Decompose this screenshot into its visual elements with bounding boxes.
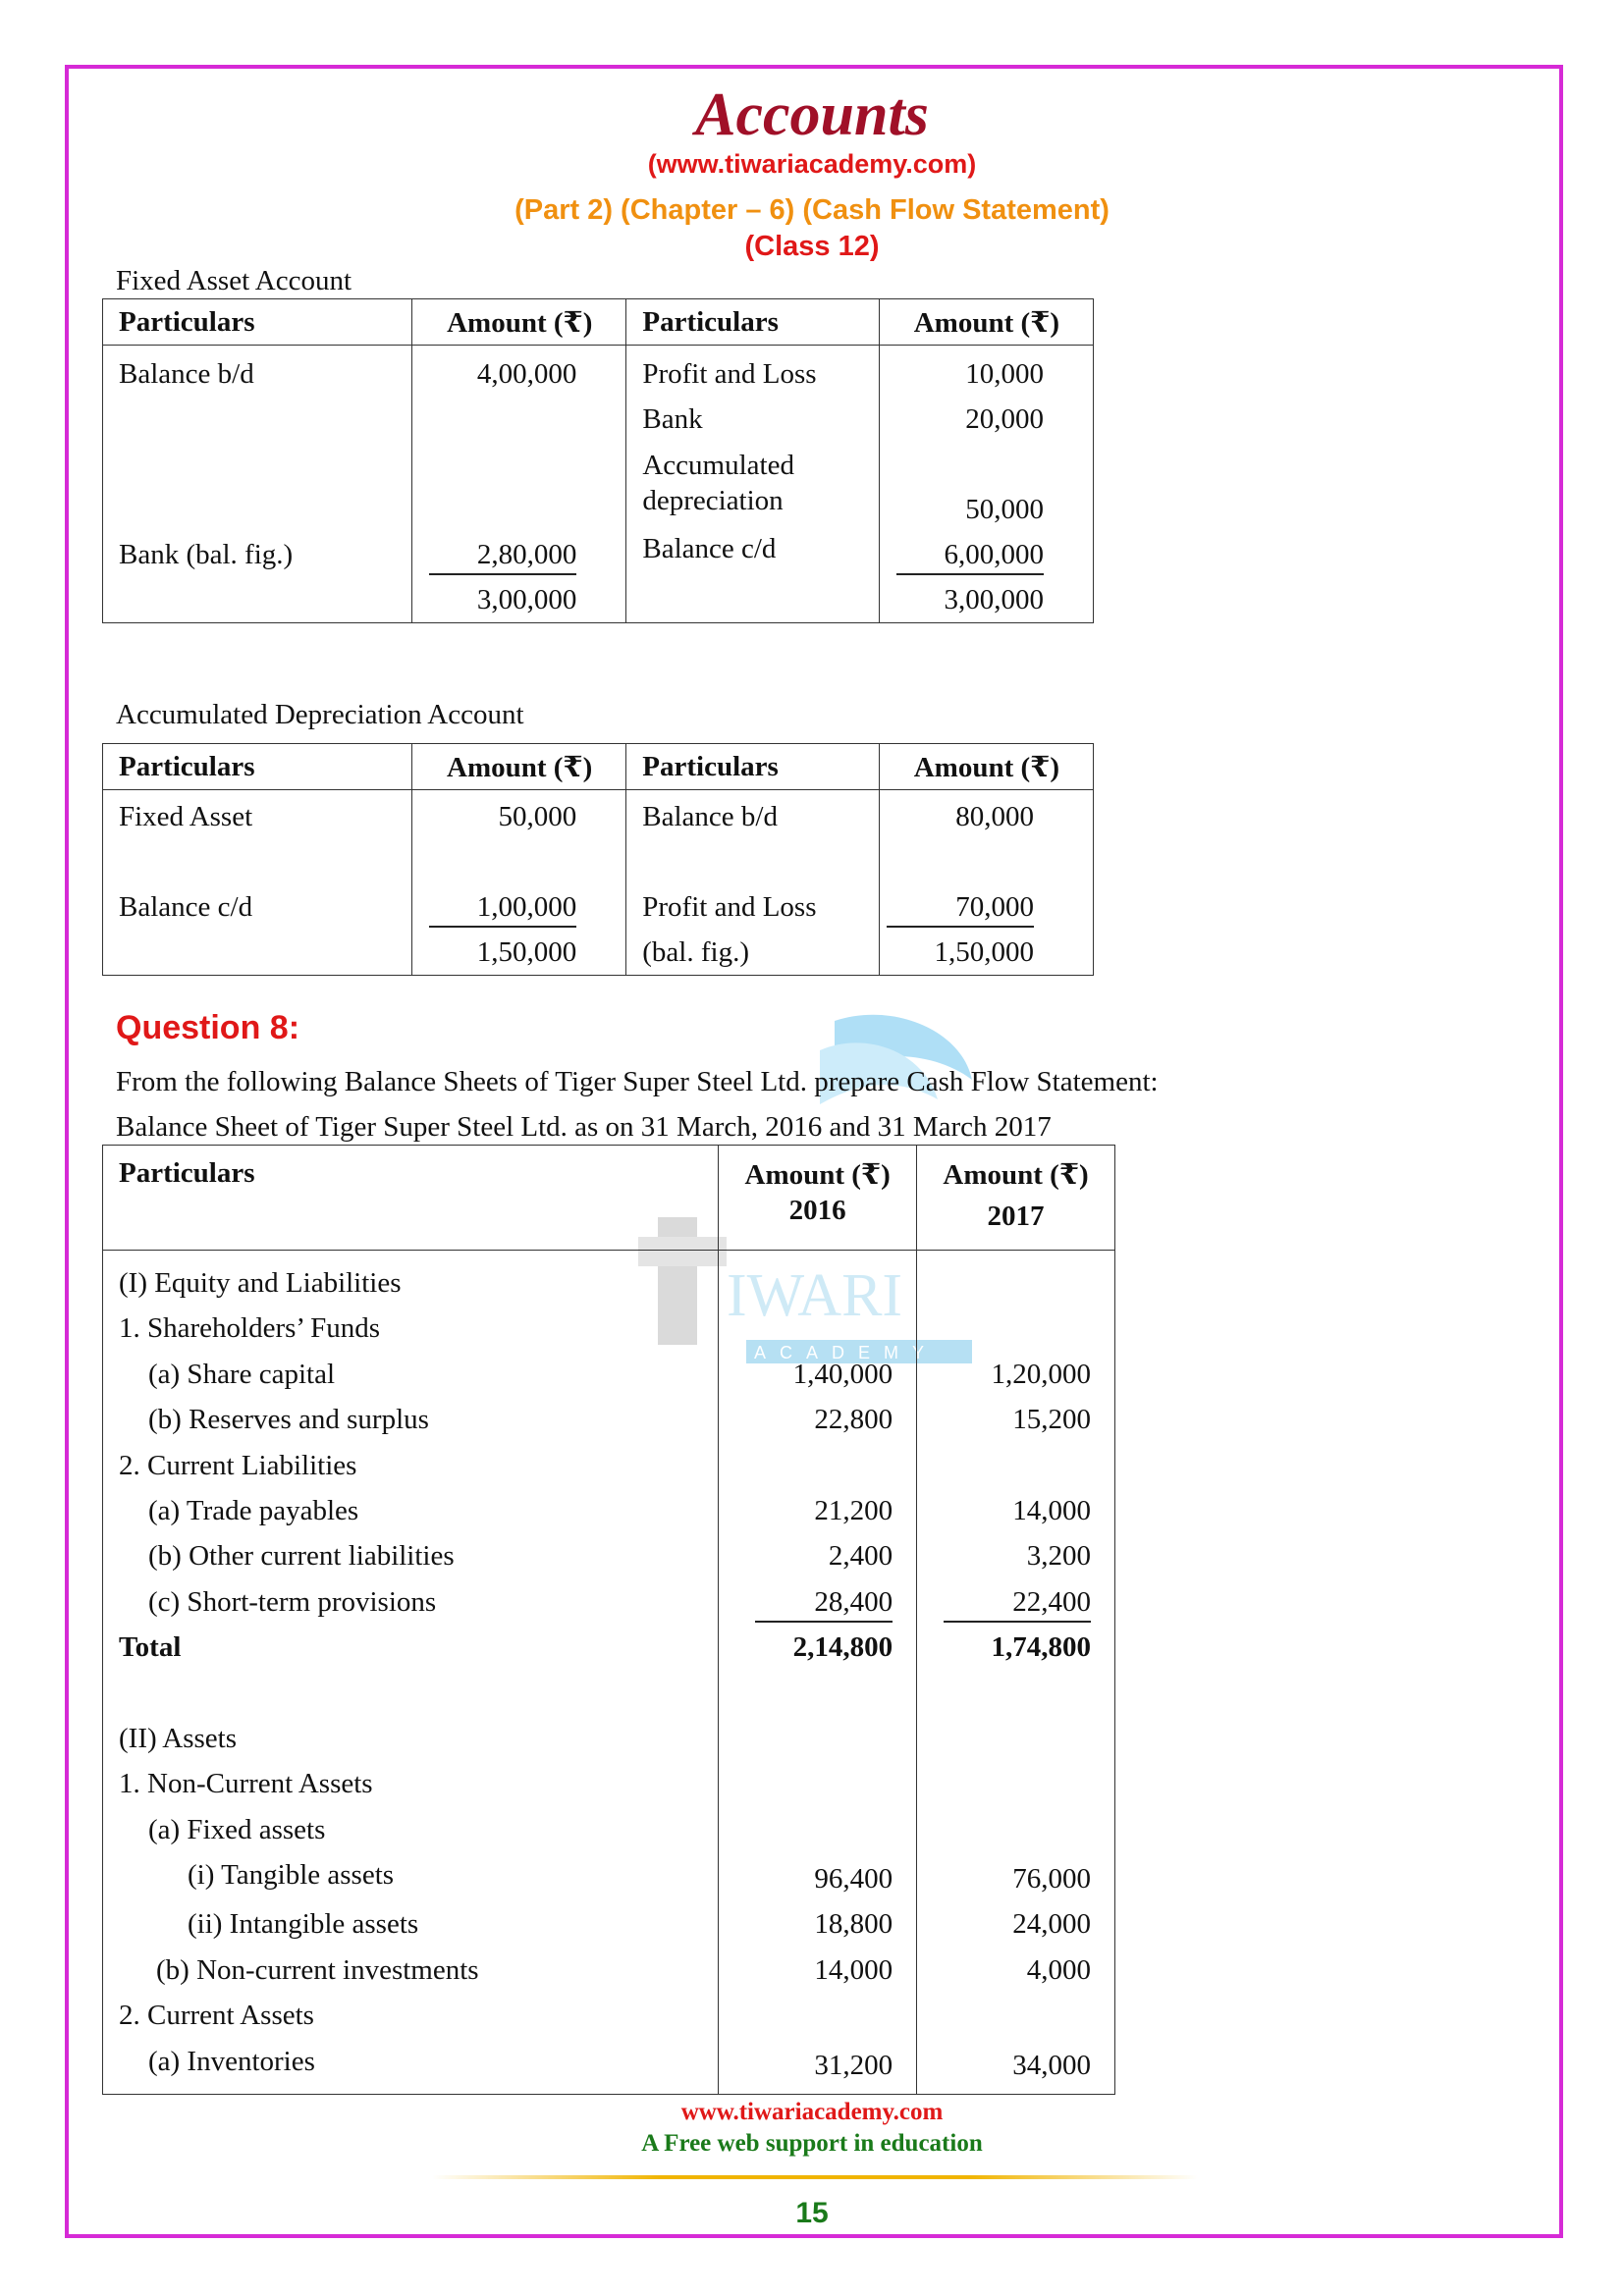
table-header-row <box>103 1146 1115 1251</box>
amount-2016: 14,000 <box>814 1953 893 1986</box>
entry-amount: 50,000 <box>965 494 1044 525</box>
footer-tagline: A Free web support in education <box>641 2130 983 2157</box>
table-row <box>103 1533 1115 1578</box>
total-amount: 1,50,000 <box>934 936 1034 968</box>
footer-divider <box>432 2175 1198 2179</box>
entry-amount: 2,80,000 <box>429 536 576 575</box>
table-row <box>103 1625 1115 1670</box>
entry-label: depreciation <box>642 485 784 516</box>
entry-amount: 70,000 <box>887 888 1034 928</box>
col-year-2016: 2016 <box>788 1195 846 1226</box>
entry-amount: 10,000 <box>965 358 1044 390</box>
page-number: 15 <box>795 2197 829 2229</box>
col-amount: Amount (₹) <box>412 744 626 790</box>
amount-2016 <box>719 1716 916 1761</box>
table-row <box>103 1671 1115 1716</box>
table-row <box>103 1761 1115 1806</box>
entry-label: Bank <box>642 403 703 435</box>
amount-2017: 15,200 <box>1012 1404 1091 1436</box>
question-text: From the following Balance Sheets of Tiger Super Steel Ltd. prepare Cash Flow Statement: <box>116 1066 1159 1097</box>
amount-2016: 18,800 <box>814 1908 893 1941</box>
row-label: (ii) Intangible assets <box>188 1908 419 1941</box>
table-row <box>103 790 1094 976</box>
col-particulars: Particulars <box>626 744 880 790</box>
col-particulars: Particulars <box>103 744 412 790</box>
entry-amount: 50,000 <box>498 801 577 832</box>
fixed-asset-table <box>102 298 1094 623</box>
entry-amount: 6,00,000 <box>896 536 1044 575</box>
table-header-row <box>103 744 1094 790</box>
entry-label: Bank (bal. fig.) <box>119 539 294 570</box>
row-label: (b) Reserves and surplus <box>148 1404 429 1436</box>
row-label: 2. Current Assets <box>119 2000 314 2032</box>
entry-label: Balance b/d <box>642 801 778 832</box>
entry-label: Balance c/d <box>119 891 253 923</box>
col-particulars: Particulars <box>103 299 412 346</box>
col-amount: Amount (₹) <box>880 299 1094 346</box>
row-label: (a) Fixed assets <box>148 1813 326 1845</box>
amount-2017 <box>917 1671 1114 1716</box>
row-label: (a) Inventories <box>148 2045 315 2077</box>
amount-2016 <box>719 1993 916 2038</box>
amount-2016: 1,40,000 <box>792 1358 893 1390</box>
balance-sheet-table <box>102 1145 1115 2095</box>
amount-2016 <box>719 1671 916 1716</box>
amount-2017 <box>917 1579 1114 1625</box>
table-row <box>103 1579 1115 1625</box>
amount-2017 <box>917 1306 1114 1351</box>
entry-amount: 20,000 <box>965 403 1044 435</box>
col-amount-2017: Amount (₹) <box>943 1159 1089 1191</box>
footer-url[interactable]: www.tiwariacademy.com <box>680 2099 944 2125</box>
amount-2016: 96,400 <box>814 1863 893 1896</box>
entry-amount: 1,00,000 <box>429 888 576 928</box>
amount-value: 22,400 <box>944 1583 1091 1623</box>
entry-label: Balance b/d <box>119 358 254 390</box>
col-year-2017: 2017 <box>987 1201 1045 1232</box>
entry-label: Balance c/d <box>642 533 777 564</box>
row-label: 2. Current Liabilities <box>119 1449 357 1481</box>
amount-2016 <box>719 1579 916 1625</box>
amount-2017: 76,000 <box>1012 1863 1091 1896</box>
table-row <box>103 1251 1115 1307</box>
table-row <box>103 1716 1115 1761</box>
table-row <box>103 1901 1115 1947</box>
row-label: 1. Shareholders’ Funds <box>119 1312 381 1345</box>
amount-2017: 14,000 <box>1012 1494 1091 1526</box>
amount-2017 <box>917 1443 1114 1488</box>
row-label <box>103 1671 718 1716</box>
total-amount: 1,50,000 <box>476 936 577 968</box>
table-row <box>103 346 1094 623</box>
question-heading: Question 8: <box>116 1009 300 1046</box>
amount-2017: 24,000 <box>1012 1908 1091 1941</box>
total-amount: 3,00,000 <box>944 584 1044 615</box>
amount-2016: 21,200 <box>814 1494 893 1526</box>
amount-value: 28,400 <box>755 1583 893 1623</box>
row-label: 1. Non-Current Assets <box>119 1768 373 1800</box>
amount-2017 <box>917 1260 1114 1306</box>
chapter-heading: (Part 2) (Chapter – 6) (Cash Flow Statement) <box>514 194 1110 226</box>
table-row <box>103 1807 1115 1852</box>
total-amount: 3,00,000 <box>476 584 577 615</box>
fixed-asset-caption: Fixed Asset Account <box>116 265 352 296</box>
entry-amount: 80,000 <box>955 801 1034 832</box>
amount-2016 <box>719 1761 916 1806</box>
amount-2016: 2,400 <box>828 1540 893 1573</box>
col-amount-2016: Amount (₹) <box>744 1159 891 1191</box>
amount-2016: 31,200 <box>814 2049 893 2081</box>
row-label: (b) Other current liabilities <box>148 1540 455 1573</box>
amount-2017 <box>917 1807 1114 1852</box>
amount-2016 <box>719 1443 916 1488</box>
col-particulars: Particulars <box>626 299 880 346</box>
amount-2016 <box>719 1306 916 1351</box>
entry-amount: 4,00,000 <box>476 358 577 390</box>
amount-2017: 3,200 <box>1026 1540 1091 1573</box>
entry-label: (bal. fig.) <box>642 936 749 968</box>
table-row <box>103 1443 1115 1488</box>
class-heading: (Class 12) <box>744 231 880 262</box>
amount-2017: 1,74,800 <box>991 1631 1091 1664</box>
row-label: (c) Short-term provisions <box>148 1585 437 1618</box>
table-row <box>103 2039 1115 2095</box>
entry-label: Profit and Loss <box>642 358 817 390</box>
table-row <box>103 1852 1115 1901</box>
entry-label: Accumulated <box>642 450 794 481</box>
col-particulars: Particulars <box>103 1146 719 1251</box>
entry-label: Profit and Loss <box>642 891 817 923</box>
row-label: (i) Tangible assets <box>188 1859 395 1892</box>
row-label: Total <box>119 1631 182 1664</box>
row-label: (a) Trade payables <box>148 1494 359 1526</box>
header-url[interactable]: (www.tiwariacademy.com) <box>647 149 977 179</box>
table-row <box>103 1397 1115 1442</box>
watermark-text: IWARI <box>727 1262 903 1329</box>
table-row <box>103 1352 1115 1397</box>
amount-2017: 34,000 <box>1012 2049 1091 2081</box>
table-row <box>103 1306 1115 1351</box>
acc-dep-table <box>102 743 1094 976</box>
amount-2017 <box>917 1993 1114 2038</box>
table-header-row <box>103 299 1094 346</box>
watermark-subtext: ACADEMY <box>754 1343 939 1362</box>
entry-label: Fixed Asset <box>119 801 253 832</box>
amount-2016 <box>719 1807 916 1852</box>
amount-2016: 2,14,800 <box>792 1631 893 1664</box>
amount-2016 <box>719 1260 916 1306</box>
table-row <box>103 1948 1115 1993</box>
amount-2016: 22,800 <box>814 1404 893 1436</box>
col-amount: Amount (₹) <box>880 744 1094 790</box>
row-label: (II) Assets <box>119 1722 238 1754</box>
col-amount: Amount (₹) <box>412 299 626 346</box>
row-label: (b) Non-current investments <box>156 1953 479 1986</box>
amount-2017: 1,20,000 <box>991 1358 1091 1390</box>
balance-sheet-body <box>103 1251 1115 2095</box>
amount-2017 <box>917 1716 1114 1761</box>
amount-2017 <box>917 1761 1114 1806</box>
table-row <box>103 1488 1115 1533</box>
row-label: (I) Equity and Liabilities <box>119 1267 402 1299</box>
amount-2017: 4,000 <box>1026 1953 1091 1986</box>
acc-dep-caption: Accumulated Depreciation Account <box>116 699 524 730</box>
balance-sheet-caption: Balance Sheet of Tiger Super Steel Ltd. as on 31 March, 2016 and 31 March 2017 <box>116 1111 1052 1143</box>
page-title: Accounts <box>695 81 929 148</box>
table-row <box>103 1993 1115 2038</box>
row-label: (a) Share capital <box>148 1358 336 1390</box>
